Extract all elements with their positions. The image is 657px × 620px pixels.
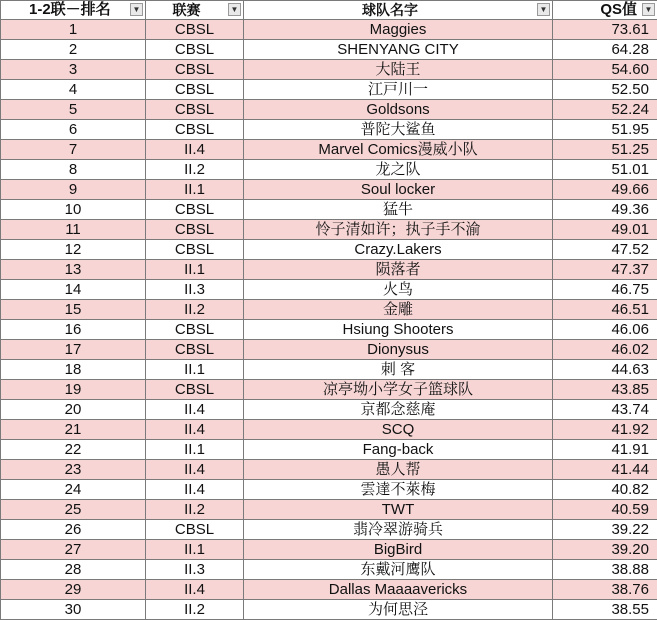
team-cell[interactable]: Marvel Comics漫威小队: [244, 140, 553, 160]
rank-cell[interactable]: 13: [1, 260, 146, 280]
table-row: [1, 520, 657, 540]
qs-cell[interactable]: 51.01: [553, 160, 657, 180]
column-header-league: [146, 1, 244, 20]
rank-cell[interactable]: 24: [1, 480, 146, 500]
team-cell[interactable]: 东戴河鹰队: [244, 560, 553, 580]
team-cell[interactable]: Hsiung Shooters: [244, 320, 553, 340]
qs-cell[interactable]: 41.44: [553, 460, 657, 480]
team-cell[interactable]: 江戸川一: [244, 80, 553, 100]
league-cell[interactable]: CBSL: [146, 80, 244, 100]
table-row: [1, 260, 657, 280]
rank-cell[interactable]: 10: [1, 200, 146, 220]
column-header-qs: [553, 1, 657, 20]
rank-cell[interactable]: 14: [1, 280, 146, 300]
team-cell[interactable]: 凉亭坳小学女子篮球队: [244, 380, 553, 400]
team-cell[interactable]: Goldsons: [244, 100, 553, 120]
table-row: [1, 360, 657, 380]
rank-cell[interactable]: 5: [1, 100, 146, 120]
team-cell[interactable]: BigBird: [244, 540, 553, 560]
qs-cell[interactable]: 64.28: [553, 40, 657, 60]
table-row: [1, 480, 657, 500]
league-cell[interactable]: II.2: [146, 160, 244, 180]
column-header-rank-label: 1-2联－排名: [29, 1, 111, 18]
table-row: [1, 320, 657, 340]
table-row: [1, 500, 657, 520]
table-row: [1, 140, 657, 160]
table-row: [1, 120, 657, 140]
rank-cell[interactable]: 15: [1, 300, 146, 320]
rank-cell[interactable]: 6: [1, 120, 146, 140]
team-cell[interactable]: Fang-back: [244, 440, 553, 460]
table-row: [1, 440, 657, 460]
team-cell[interactable]: TWT: [244, 500, 553, 520]
table-row: [1, 580, 657, 600]
table-row: [1, 200, 657, 220]
rank-cell[interactable]: 22: [1, 440, 146, 460]
league-cell[interactable]: II.1: [146, 180, 244, 200]
qs-cell[interactable]: 40.82: [553, 480, 657, 500]
team-cell[interactable]: 愚人帮: [244, 460, 553, 480]
league-cell[interactable]: CBSL: [146, 200, 244, 220]
league-cell[interactable]: II.2: [146, 300, 244, 320]
qs-cell[interactable]: 43.74: [553, 400, 657, 420]
qs-cell[interactable]: 52.50: [553, 80, 657, 100]
table-row: [1, 160, 657, 180]
rank-cell[interactable]: 29: [1, 580, 146, 600]
rank-cell[interactable]: 19: [1, 380, 146, 400]
rank-cell[interactable]: 16: [1, 320, 146, 340]
qs-cell[interactable]: 46.02: [553, 340, 657, 360]
qs-cell[interactable]: 43.85: [553, 380, 657, 400]
table-row: [1, 240, 657, 260]
table-row: [1, 560, 657, 580]
rank-cell[interactable]: 4: [1, 80, 146, 100]
table-row: [1, 300, 657, 320]
qs-cell[interactable]: 39.22: [553, 520, 657, 540]
team-cell[interactable]: 怜子清如许；执子手不渝: [244, 220, 553, 240]
league-cell[interactable]: II.1: [146, 440, 244, 460]
rank-cell[interactable]: 23: [1, 460, 146, 480]
qs-cell[interactable]: 47.37: [553, 260, 657, 280]
qs-cell[interactable]: 40.59: [553, 500, 657, 520]
filter-dropdown-icon[interactable]: ▼: [537, 3, 550, 16]
qs-cell[interactable]: 41.91: [553, 440, 657, 460]
team-cell[interactable]: 陨落者: [244, 260, 553, 280]
league-cell[interactable]: II.2: [146, 500, 244, 520]
rank-cell[interactable]: 1: [1, 20, 146, 40]
filter-dropdown-icon[interactable]: ▼: [130, 3, 143, 16]
table-row: [1, 40, 657, 60]
league-cell[interactable]: II.1: [146, 360, 244, 380]
league-cell[interactable]: II.1: [146, 540, 244, 560]
table-row: [1, 80, 657, 100]
league-cell[interactable]: II.4: [146, 580, 244, 600]
team-cell[interactable]: SCQ: [244, 420, 553, 440]
league-cell[interactable]: CBSL: [146, 60, 244, 80]
qs-cell[interactable]: 47.52: [553, 240, 657, 260]
league-cell[interactable]: II.3: [146, 280, 244, 300]
qs-cell[interactable]: 51.25: [553, 140, 657, 160]
league-cell[interactable]: II.4: [146, 420, 244, 440]
qs-cell[interactable]: 49.66: [553, 180, 657, 200]
team-cell[interactable]: 火鸟: [244, 280, 553, 300]
league-cell[interactable]: II.4: [146, 460, 244, 480]
team-cell[interactable]: 刺 客: [244, 360, 553, 380]
rank-cell[interactable]: 11: [1, 220, 146, 240]
team-cell[interactable]: Dionysus: [244, 340, 553, 360]
team-cell[interactable]: 为何思泾: [244, 600, 553, 620]
filter-dropdown-icon[interactable]: ▼: [228, 3, 241, 16]
table-row: [1, 380, 657, 400]
table-row: [1, 280, 657, 300]
league-cell[interactable]: CBSL: [146, 220, 244, 240]
rank-cell[interactable]: 27: [1, 540, 146, 560]
column-header-rank: [1, 1, 146, 20]
header-row: [1, 1, 657, 20]
rank-cell[interactable]: 7: [1, 140, 146, 160]
column-header-team-label: 球队名字: [362, 2, 418, 18]
column-header-league-label: 联赛: [172, 2, 201, 18]
rank-cell[interactable]: 28: [1, 560, 146, 580]
qs-cell[interactable]: 54.60: [553, 60, 657, 80]
league-cell[interactable]: CBSL: [146, 40, 244, 60]
league-cell[interactable]: II.2: [146, 600, 244, 620]
rank-cell[interactable]: 2: [1, 40, 146, 60]
qs-cell[interactable]: 46.75: [553, 280, 657, 300]
qs-cell[interactable]: 38.76: [553, 580, 657, 600]
table-row: [1, 460, 657, 480]
team-cell[interactable]: Crazy.Lakers: [244, 240, 553, 260]
league-cell[interactable]: CBSL: [146, 20, 244, 40]
league-cell[interactable]: II.1: [146, 260, 244, 280]
team-cell[interactable]: 翡冷翠游骑兵: [244, 520, 553, 540]
team-cell[interactable]: SHENYANG CITY: [244, 40, 553, 60]
team-cell[interactable]: 雲達不萊梅: [244, 480, 553, 500]
qs-cell[interactable]: 44.63: [553, 360, 657, 380]
table-row: [1, 420, 657, 440]
filter-dropdown-icon[interactable]: ▼: [642, 3, 655, 16]
qs-cell[interactable]: 39.20: [553, 540, 657, 560]
table-row: [1, 600, 657, 620]
qs-cell[interactable]: 52.24: [553, 100, 657, 120]
table-row: [1, 60, 657, 80]
table-row: [1, 20, 657, 40]
table-row: [1, 180, 657, 200]
qs-cell[interactable]: 46.51: [553, 300, 657, 320]
team-cell[interactable]: 大陆王: [244, 60, 553, 80]
league-cell[interactable]: CBSL: [146, 320, 244, 340]
table-row: [1, 540, 657, 560]
table-row: [1, 400, 657, 420]
team-cell[interactable]: 金雕: [244, 300, 553, 320]
rank-cell[interactable]: 26: [1, 520, 146, 540]
team-cell[interactable]: 猛牛: [244, 200, 553, 220]
qs-cell[interactable]: 49.01: [553, 220, 657, 240]
rank-cell[interactable]: 18: [1, 360, 146, 380]
rank-cell[interactable]: 17: [1, 340, 146, 360]
league-cell[interactable]: II.4: [146, 480, 244, 500]
rank-cell[interactable]: 30: [1, 600, 146, 620]
rank-cell[interactable]: 8: [1, 160, 146, 180]
team-cell[interactable]: 京都念慈庵: [244, 400, 553, 420]
qs-cell[interactable]: 46.06: [553, 320, 657, 340]
rank-cell[interactable]: 9: [1, 180, 146, 200]
table-row: [1, 340, 657, 360]
league-cell[interactable]: II.4: [146, 400, 244, 420]
team-cell[interactable]: Maggies: [244, 20, 553, 40]
table-row: [1, 100, 657, 120]
rank-cell[interactable]: 12: [1, 240, 146, 260]
qs-cell[interactable]: 38.88: [553, 560, 657, 580]
league-cell[interactable]: II.3: [146, 560, 244, 580]
qs-cell[interactable]: 73.61: [553, 20, 657, 40]
table-row: [1, 220, 657, 240]
league-cell[interactable]: CBSL: [146, 240, 244, 260]
league-cell[interactable]: CBSL: [146, 340, 244, 360]
rank-cell[interactable]: 25: [1, 500, 146, 520]
rank-cell[interactable]: 3: [1, 60, 146, 80]
league-cell[interactable]: II.4: [146, 140, 244, 160]
qs-cell[interactable]: 51.95: [553, 120, 657, 140]
league-cell[interactable]: CBSL: [146, 520, 244, 540]
league-cell[interactable]: CBSL: [146, 380, 244, 400]
column-header-qs-label: QS值: [600, 1, 637, 18]
team-cell[interactable]: 龙之队: [244, 160, 553, 180]
team-cell[interactable]: Soul locker: [244, 180, 553, 200]
qs-cell[interactable]: 41.92: [553, 420, 657, 440]
team-cell[interactable]: 普陀大鲨鱼: [244, 120, 553, 140]
rank-cell[interactable]: 21: [1, 420, 146, 440]
league-cell[interactable]: CBSL: [146, 120, 244, 140]
column-header-team: [244, 1, 553, 20]
rank-cell[interactable]: 20: [1, 400, 146, 420]
qs-cell[interactable]: 38.55: [553, 600, 657, 620]
qs-cell[interactable]: 49.36: [553, 200, 657, 220]
team-cell[interactable]: Dallas Maaaavericks: [244, 580, 553, 600]
league-cell[interactable]: CBSL: [146, 100, 244, 120]
